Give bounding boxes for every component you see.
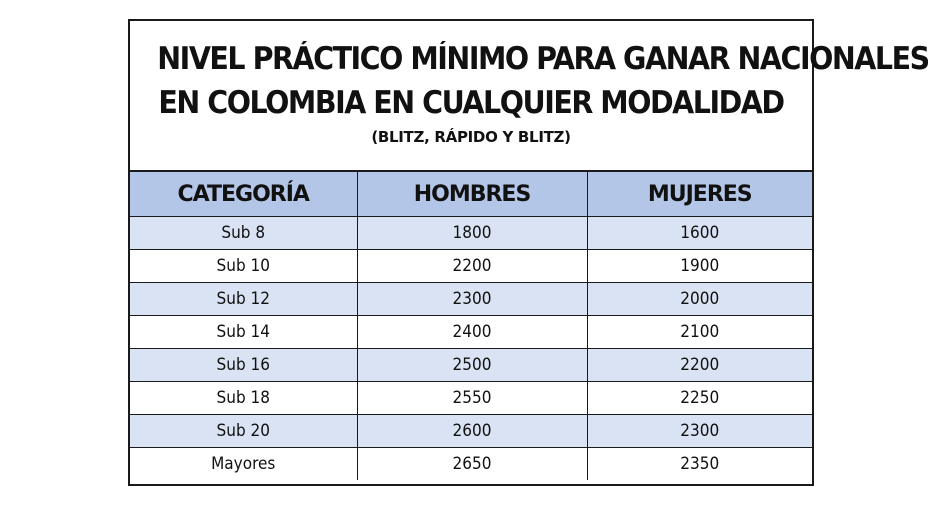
table-row <box>130 250 812 283</box>
table-row <box>130 448 812 481</box>
header-hombres: HOMBRES <box>357 172 587 217</box>
cell-mujeres: 2250 <box>587 382 812 415</box>
cell-categoria: Sub 20 <box>130 415 357 448</box>
title-line-2: EN COLOMBIA EN CUALQUIER MODALIDAD <box>158 85 784 121</box>
cell-mujeres: 2300 <box>587 415 812 448</box>
rating-table <box>130 172 812 480</box>
header-categoria: CATEGORÍA <box>130 172 357 217</box>
cell-mujeres: 2000 <box>587 283 812 316</box>
cell-categoria: Sub 18 <box>130 382 357 415</box>
title-block <box>130 21 929 172</box>
cell-categoria: Sub 12 <box>130 283 357 316</box>
cell-categoria: Sub 14 <box>130 316 357 349</box>
subtitle: (BLITZ, RÁPIDO Y BLITZ) <box>371 128 571 146</box>
cell-categoria: Sub 8 <box>130 217 357 250</box>
table-row <box>130 415 812 448</box>
cell-categoria: Mayores <box>130 448 357 481</box>
ranking-sheet <box>128 19 929 486</box>
cell-mujeres: 2200 <box>587 349 812 382</box>
table-row <box>130 283 812 316</box>
cell-hombres: 2300 <box>357 283 587 316</box>
table-row <box>130 316 812 349</box>
cell-categoria: Sub 16 <box>130 349 357 382</box>
cell-mujeres: 2350 <box>587 448 812 481</box>
cell-hombres: 2500 <box>357 349 587 382</box>
header-mujeres: MUJERES <box>587 172 812 217</box>
table-row <box>130 217 812 250</box>
cell-hombres: 2600 <box>357 415 587 448</box>
cell-hombres: 2650 <box>357 448 587 481</box>
title-line-1: NIVEL PRÁCTICO MÍNIMO PARA GANAR NACIONALES <box>157 41 929 77</box>
cell-mujeres: 1900 <box>587 250 812 283</box>
table-row <box>130 349 812 382</box>
cell-mujeres: 1600 <box>587 217 812 250</box>
cell-categoria: Sub 10 <box>130 250 357 283</box>
cell-hombres: 1800 <box>357 217 587 250</box>
cell-mujeres: 2100 <box>587 316 812 349</box>
cell-hombres: 2400 <box>357 316 587 349</box>
table-row <box>130 382 812 415</box>
cell-hombres: 2550 <box>357 382 587 415</box>
header-row <box>130 172 812 217</box>
cell-hombres: 2200 <box>357 250 587 283</box>
